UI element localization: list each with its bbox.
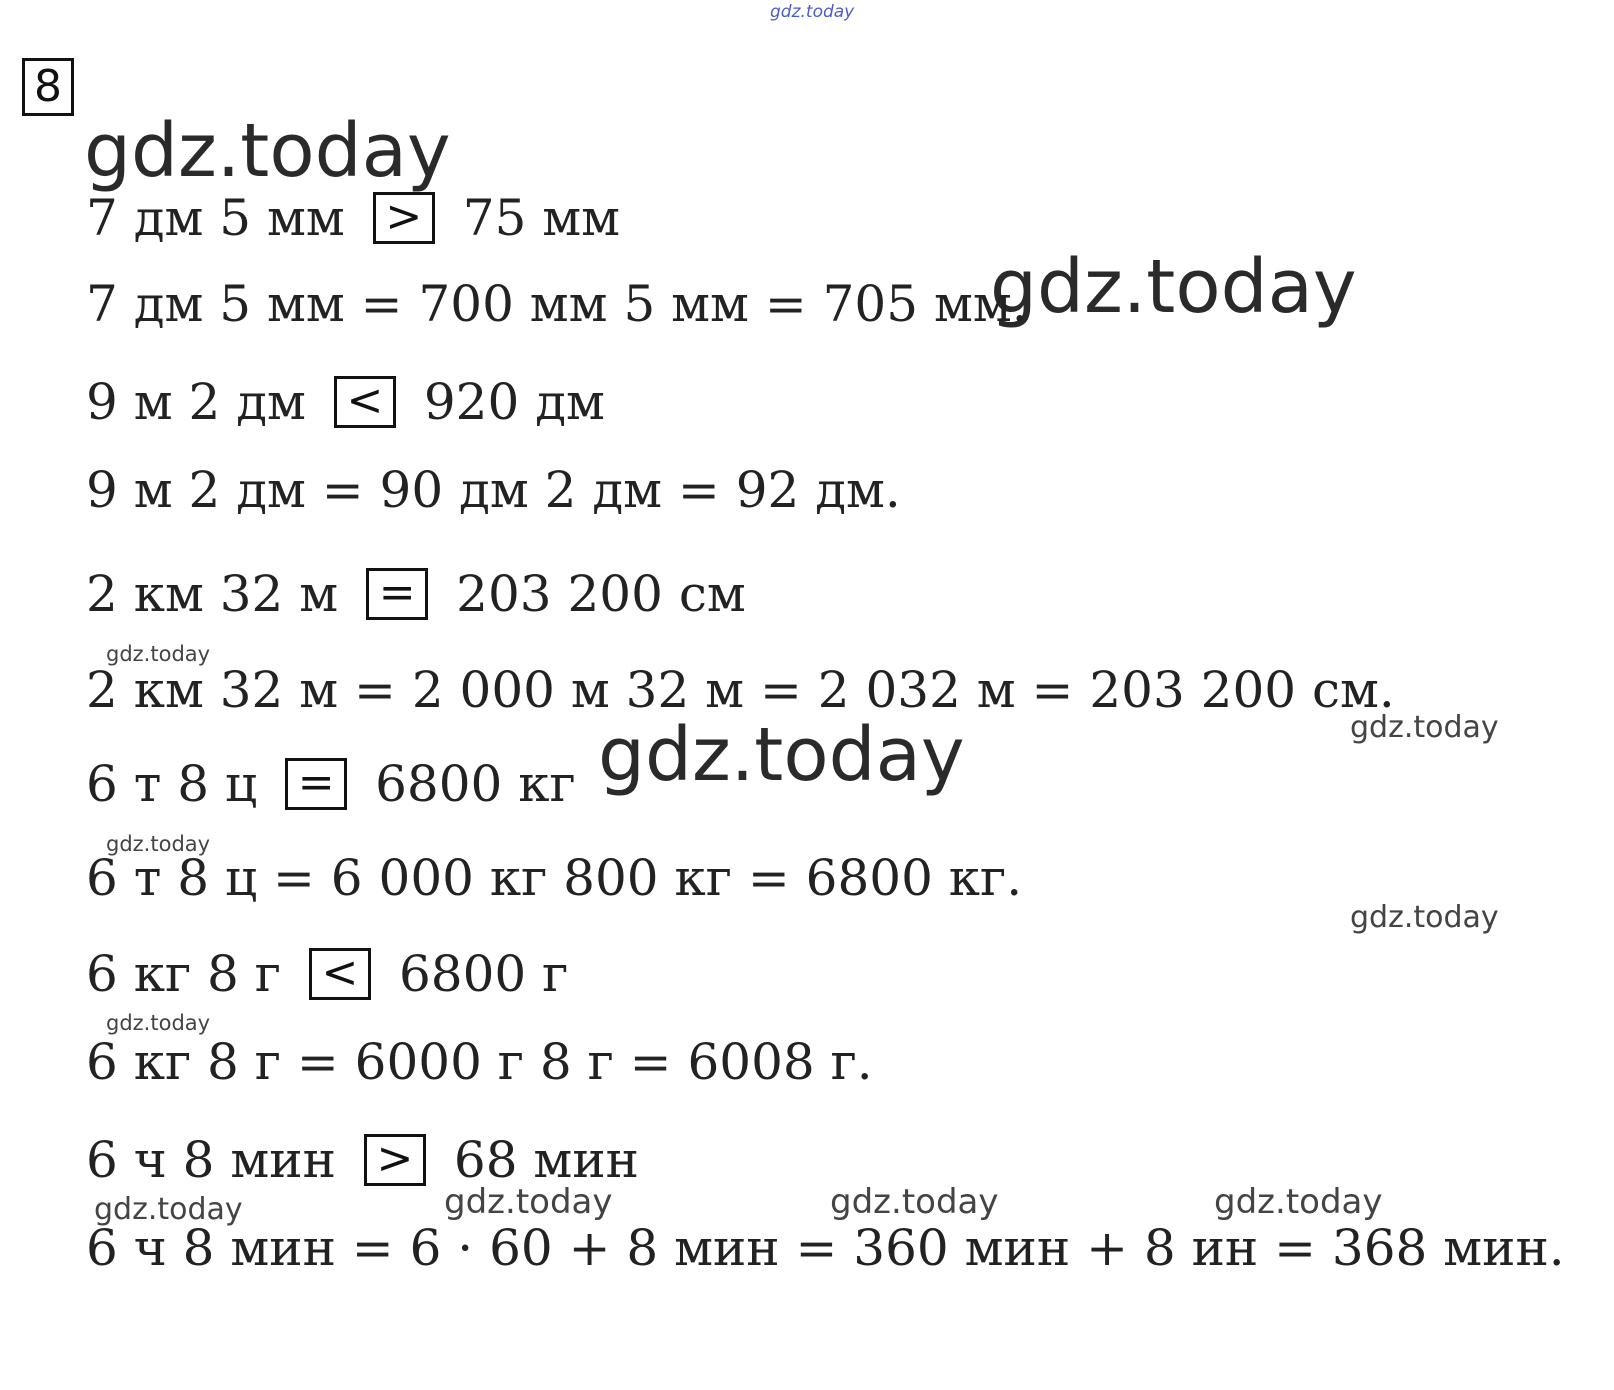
- solution-line: 6 кг 8 г = 6000 г 8 г = 6008 г.: [86, 1033, 873, 1091]
- task-number: 8: [22, 58, 74, 116]
- comparison-line: [86, 184, 620, 248]
- comparison-sign-box: <: [334, 376, 396, 428]
- watermark-medium: gdz.today: [1350, 710, 1499, 745]
- comparison-line: [86, 1126, 639, 1190]
- comparison-left: 6 ч 8 мин: [86, 1131, 336, 1189]
- watermark-medium: gdz.today: [1214, 1182, 1383, 1222]
- comparison-right: 68 мин: [453, 1131, 639, 1189]
- comparison-sign-box: =: [285, 758, 347, 810]
- comparison-sign-box: =: [366, 568, 428, 620]
- comparison-right: 203 200 см: [456, 565, 746, 623]
- comparison-sign-box: >: [373, 192, 435, 244]
- solution-line: 9 м 2 дм = 90 дм 2 дм = 92 дм.: [86, 461, 901, 519]
- comparison-left: 7 дм 5 мм: [86, 189, 345, 247]
- comparison-left: 6 т 8 ц: [86, 755, 258, 813]
- solution-line: 6 ч 8 мин = 6 · 60 + 8 мин = 360 мин + 8 ин = 368 мин.: [86, 1219, 1565, 1277]
- comparison-sign-box: <: [309, 948, 371, 1000]
- comparison-sign-box: >: [364, 1134, 426, 1186]
- comparison-line: [86, 560, 746, 624]
- comparison-right: 920 дм: [423, 373, 605, 431]
- watermark-small: gdz.today: [106, 642, 211, 666]
- comparison-right: 75 мм: [462, 189, 621, 247]
- watermark-medium: gdz.today: [94, 1192, 243, 1227]
- solution-line: 2 км 32 м = 2 000 м 32 м = 2 032 м = 203 200 см.: [86, 661, 1395, 719]
- comparison-right: 6800 г: [398, 945, 569, 1003]
- watermark-large: gdz.today: [598, 712, 965, 798]
- watermark-medium: gdz.today: [444, 1182, 613, 1222]
- comparison-right: 6800 кг: [375, 755, 576, 813]
- watermark-large: gdz.today: [990, 244, 1357, 330]
- watermark-small: gdz.today: [106, 1011, 211, 1035]
- comparison-left: 9 м 2 дм: [86, 373, 306, 431]
- comparison-left: 6 кг 8 г: [86, 945, 281, 1003]
- watermark-medium: gdz.today: [1350, 900, 1499, 935]
- watermark-medium: gdz.today: [830, 1182, 999, 1222]
- solution-line: 7 дм 5 мм = 700 мм 5 мм = 705 мм.: [86, 275, 1028, 333]
- solution-line: 6 т 8 ц = 6 000 кг 800 кг = 6800 кг.: [86, 849, 1023, 907]
- comparison-line: [86, 750, 576, 814]
- comparison-line: [86, 940, 568, 1004]
- watermark-large: gdz.today: [84, 108, 451, 194]
- comparison-line: [86, 368, 605, 432]
- watermark-top: gdz.today: [770, 2, 855, 22]
- watermark-small: gdz.today: [106, 832, 211, 856]
- comparison-left: 2 км 32 м: [86, 565, 339, 623]
